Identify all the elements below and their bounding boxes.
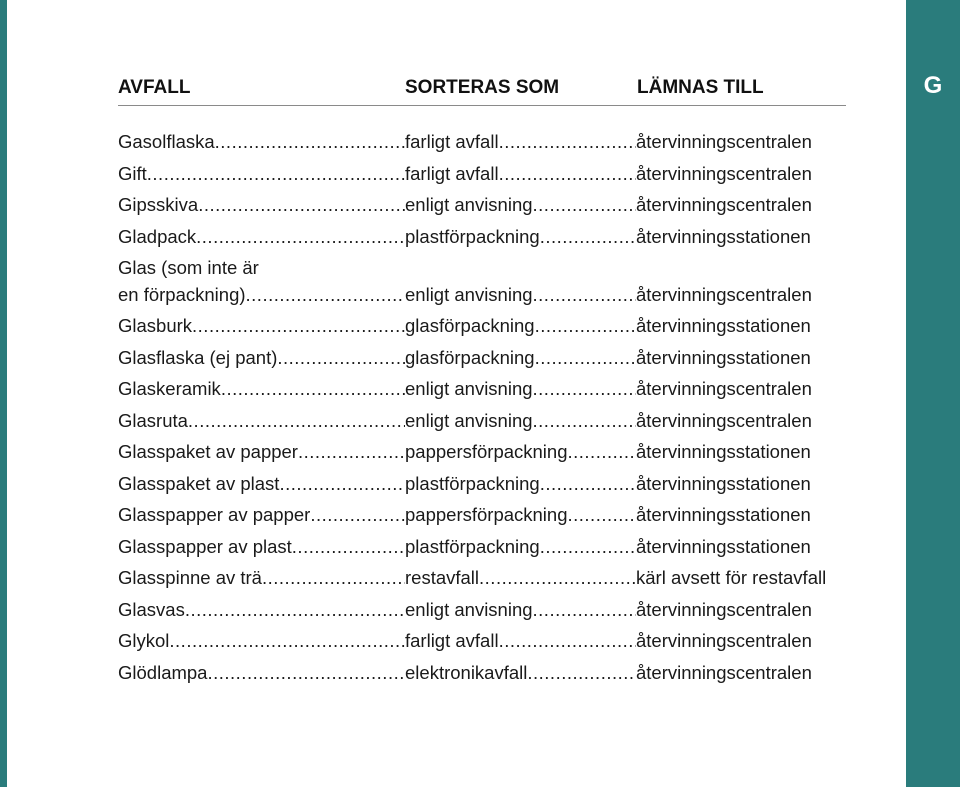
waste-item: Glasspaket av plast ..... <box>118 468 405 500</box>
sorted-as: pappersförpackning ..... <box>405 499 636 531</box>
table-row <box>118 531 878 563</box>
sorted-as: enligt anvisning ..... <box>405 279 636 311</box>
header-divider <box>118 105 846 106</box>
waste-item: Glasflaska (ej pant) ..... <box>118 342 405 374</box>
waste-item: Glasburk ..... <box>118 310 405 342</box>
drop-off-location: återvinningscentralen <box>636 661 812 683</box>
sorting-table <box>118 126 878 688</box>
drop-off-location: återvinningscentralen <box>636 131 812 152</box>
table-row <box>118 657 878 689</box>
drop-off-location: återvinningscentralen <box>636 283 812 305</box>
waste-item: Gipsskiva ..... <box>118 189 405 221</box>
table-row <box>118 594 878 626</box>
sorted-as: farligt avfall ..... <box>405 158 636 190</box>
waste-item: Glasvas ..... <box>118 594 405 626</box>
drop-off-location: återvinningsstationen <box>636 441 811 462</box>
waste-item: Glödlampa ..... <box>118 657 405 689</box>
table-row <box>118 562 878 594</box>
waste-item: Glaskeramik ..... <box>118 373 405 405</box>
waste-item: Glykol ..... <box>118 625 405 657</box>
waste-item: Gasolflaska ..... <box>118 126 405 158</box>
drop-off-location: återvinningscentralen <box>636 162 812 184</box>
drop-off-location: återvinningsstationen <box>636 472 811 494</box>
sorted-as: pappersförpackning ..... <box>405 436 636 468</box>
index-tab-letter: G <box>923 72 943 99</box>
drop-off-location: återvinningsstationen <box>636 504 811 525</box>
waste-item: Glasspaket av papper ..... <box>118 436 405 468</box>
drop-off-location: återvinningsstationen <box>636 315 811 336</box>
table-row <box>118 126 878 158</box>
table-row <box>118 625 878 657</box>
drop-off-location: återvinningsstationen <box>636 225 811 247</box>
sorted-as: enligt anvisning ..... <box>405 594 636 626</box>
drop-off-location: återvinningscentralen <box>636 598 812 620</box>
header-lamnas-till: LÄMNAS TILL <box>637 77 764 98</box>
waste-item: Glasspapper av plast ..... <box>118 531 405 563</box>
sorted-as: enligt anvisning ..... <box>405 405 636 437</box>
sorted-as: glasförpackning ..... <box>405 342 636 374</box>
sorted-as: farligt avfall ..... <box>405 126 636 158</box>
table-row <box>118 436 878 468</box>
sorted-as: glasförpackning ..... <box>405 310 636 342</box>
header-sorteras-som: SORTERAS SOM <box>405 77 560 98</box>
sorted-as: farligt avfall ..... <box>405 625 636 657</box>
sorted-as: enligt anvisning ..... <box>405 189 636 221</box>
drop-off-location: återvinningscentralen <box>636 630 812 651</box>
sorted-as: enligt anvisning ..... <box>405 373 636 405</box>
sorted-as: elektronikavfall ..... <box>405 657 636 689</box>
table-row <box>118 221 878 253</box>
sorted-as: plastförpackning ..... <box>405 531 636 563</box>
waste-item: en förpackning) ..... <box>118 279 405 311</box>
drop-off-location: återvinningscentralen <box>636 194 812 215</box>
sorted-as: plastförpackning ..... <box>405 221 636 253</box>
table-row <box>118 310 878 342</box>
table-row <box>118 468 878 500</box>
waste-item: Glasruta ..... <box>118 405 405 437</box>
sorted-as: plastförpackning ..... <box>405 468 636 500</box>
sorted-as: restavfall ..... <box>405 562 636 594</box>
drop-off-location: återvinningscentralen <box>636 409 812 431</box>
drop-off-location: återvinningsstationen <box>636 535 811 557</box>
drop-off-location: kärl avsett för restavfall <box>636 567 827 588</box>
table-row <box>118 189 878 221</box>
waste-item: Glasspinne av trä ..... <box>118 562 405 594</box>
waste-item: Gift ..... <box>118 158 405 190</box>
table-row <box>118 342 878 374</box>
table-row <box>118 373 878 405</box>
index-tab <box>906 0 960 787</box>
drop-off-location: återvinningsstationen <box>636 346 811 368</box>
table-row <box>118 252 878 310</box>
waste-item: Glasspapper av papper ..... <box>118 499 405 531</box>
waste-item: Gladpack ..... <box>118 221 405 253</box>
table-row <box>118 499 878 531</box>
left-accent-bar <box>0 0 7 787</box>
table-row <box>118 158 878 190</box>
drop-off-location: återvinningscentralen <box>636 378 812 399</box>
header-avfall: AVFALL <box>118 77 191 98</box>
table-row <box>118 405 878 437</box>
waste-item-line1: Glas (som inte är <box>118 257 259 278</box>
